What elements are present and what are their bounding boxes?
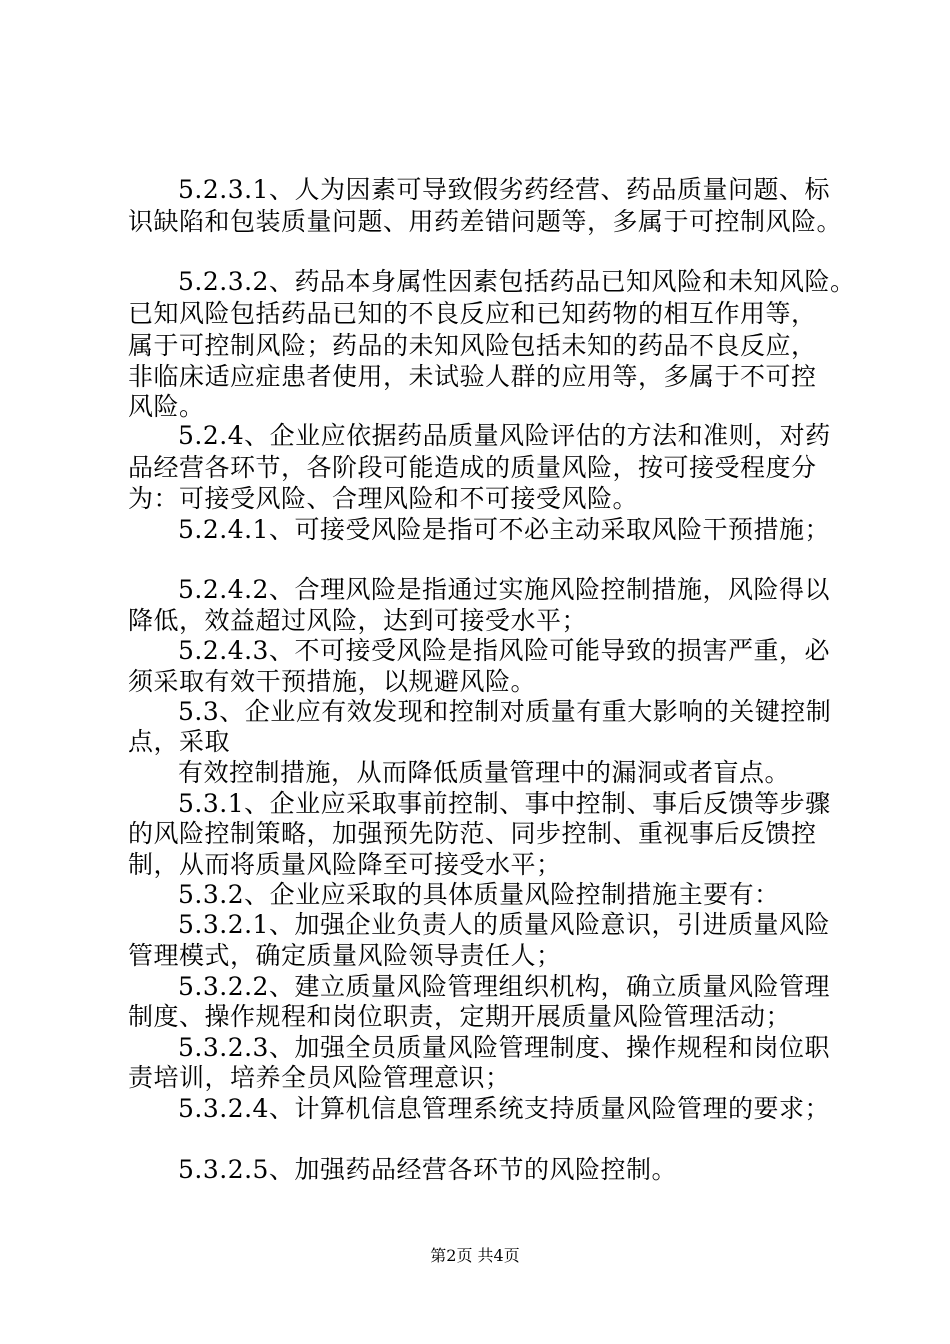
text-line: 的风险控制策略，加强预先防范、同步控制、重视事后反馈控	[128, 819, 817, 848]
text-line: 5.2.4、企业应依据药品质量风险评估的方法和准则，对药	[178, 421, 831, 450]
text-line: 属于可控制风险；药品的未知风险包括未知的药品不良反应，	[128, 331, 817, 360]
text-line: 为：可接受风险、合理风险和不可接受风险。	[128, 484, 639, 513]
text-line: 5.2.4.2、合理风险是指通过实施风险控制措施，风险得以	[178, 575, 830, 604]
text-line: 5.3.2.4、计算机信息管理系统支持质量风险管理的要求；	[178, 1094, 830, 1123]
text-line: 5.3.2.1、加强企业负责人的质量风险意识，引进质量风险	[178, 910, 830, 939]
text-line: 已知风险包括药品已知的不良反应和已知药物的相互作用等，	[128, 299, 817, 328]
text-line: 识缺陷和包装质量问题、用药差错问题等，多属于可控制风险。	[128, 207, 843, 236]
text-line: 制，从而将质量风险降至可接受水平；	[128, 850, 562, 879]
text-line: 品经营各环节，各阶段可能造成的质量风险，按可接受程度分	[128, 453, 817, 482]
text-line: 5.3.2.3、加强全员质量风险管理制度、操作规程和岗位职	[178, 1033, 830, 1062]
text-line: 5.3.2.2、建立质量风险管理组织机构，确立质量风险管理	[178, 972, 830, 1001]
text-line: 非临床适应症患者使用，未试验人群的应用等，多属于不可控	[128, 362, 817, 391]
text-line: 制度、操作规程和岗位职责，定期开展质量风险管理活动；	[128, 1002, 792, 1031]
text-line: 须采取有效干预措施，以规避风险。	[128, 667, 537, 696]
text-line: 降低，效益超过风险，达到可接受水平；	[128, 606, 588, 635]
text-line: 5.3、企业应有效发现和控制对质量有重大影响的关键控制	[178, 697, 832, 726]
text-line: 5.3.2.5、加强药品经营各环节的风险控制。	[178, 1155, 677, 1184]
text-line: 5.3.1、企业应采取事前控制、事中控制、事后反馈等步骤	[178, 789, 831, 818]
text-line: 5.2.4.1、可接受风险是指可不必主动采取风险干预措施；	[178, 515, 830, 544]
text-line: 有效控制措施，从而降低质量管理中的漏洞或者盲点。	[178, 758, 791, 787]
text-line: 5.3.2、企业应采取的具体质量风险控制措施主要有：	[178, 880, 780, 909]
text-line: 点，采取	[128, 727, 231, 756]
text-line: 责培训，培养全员风险管理意识；	[128, 1063, 511, 1092]
text-line: 5.2.3.2、药品本身属性因素包括药品已知风险和未知风险。	[178, 267, 856, 296]
page-number-footer: 第2页 共4页	[430, 1246, 520, 1265]
text-line: 5.2.4.3、不可接受风险是指风险可能导致的损害严重，必	[178, 636, 830, 665]
text-line: 5.2.3.1、人为因素可导致假劣药经营、药品质量问题、标	[178, 175, 830, 204]
text-line: 风险。	[128, 392, 205, 421]
text-line: 管理模式，确定质量风险领导责任人；	[128, 941, 562, 970]
